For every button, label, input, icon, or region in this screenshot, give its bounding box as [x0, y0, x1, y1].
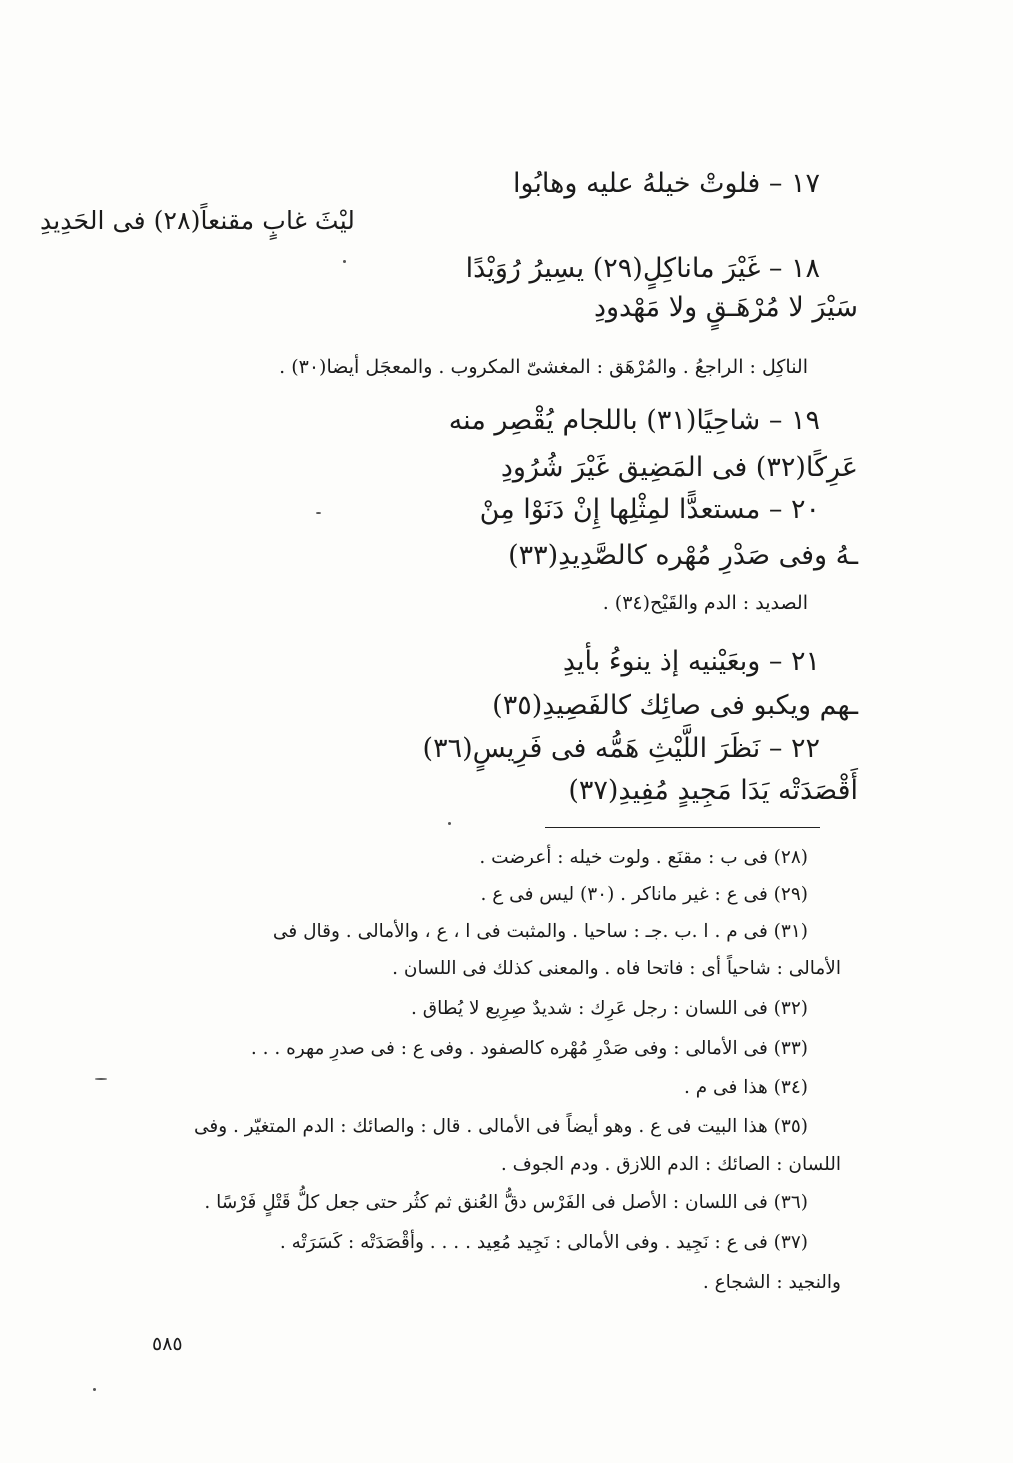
footnote-line: (٣٥) هذا البيت فى ع . وهو أيضاً فى الأمالى . قال : والصائك : الدم المتغيّر . وفى	[193, 1116, 808, 1137]
footnote-line: (٣١) فى م . ا .ب .جـ : ساحيا . والمثبت فى ا ، ع ، والأمالى . وقال فى	[272, 921, 808, 942]
scan-speck	[95, 1078, 107, 1080]
gloss-line: الصديد : الدم والقَيْح(٣٤) .	[602, 592, 808, 614]
footnote-line: (٣٢) فى اللسان : رجل عَرِك : شديدٌ صِرِيع لا يُطاق .	[411, 998, 808, 1019]
scan-speck	[316, 512, 321, 514]
footnote-line: (٣٧) فى ع : نَجِيد . وفى الأمالى : نَجِيد مُعِيد . . . . وأقْصَدَتْه : كَسَرَتْه .	[279, 1232, 808, 1253]
verse-18-first-hemistich: ١٨ – غَيْرَ ماناكِلٍ(٢٩) يسِيرُ رُوَيْدًا	[465, 253, 820, 284]
verse-17-first-hemistich: ١٧ – فلوتْ خيلهُ عليه وهابُوا	[512, 168, 820, 199]
verse-20-second-hemistich: ـهُ وفى صَدْرِ مُهْره كالصَّدِيدِ(٣٣)	[508, 540, 858, 571]
footnote-line: (٢٩) فى ع : غير ماناكر . (٣٠) ليس فى ع .	[480, 884, 808, 905]
verse-20-first-hemistich: ٢٠ – مستعدًّا لمِثْلِها إِنْ دَنَوْا مِنْ	[479, 494, 820, 525]
verse-22-second-hemistich: أَقْصَدَتْه يَدَا مَجِيدٍ مُفِيدِ(٣٧)	[568, 775, 858, 806]
verse-19-first-hemistich: ١٩ – شاحِيًا(٣١) باللجام يُقْصِر منه	[448, 405, 820, 436]
verse-19-second-hemistich: عَرِكًا(٣٢) فى المَضِيق غَيْرَ شُرُودِ	[500, 452, 858, 483]
verse-17-second-hemistich: ليْثَ غابٍ مقنعاً(٢٨) فى الحَدِيدِ	[40, 206, 355, 235]
page-number: ٥٨٥	[152, 1333, 183, 1355]
footnote-line: (٣٦) فى اللسان : الأصل فى الفَرْس دقُّ العُنق ثم كثُر حتى جعل كلُّ قَتْلٍ فَرْسًا .	[204, 1192, 808, 1213]
scan-speck	[93, 1388, 96, 1391]
footnote-line: الأمالى : شاحياً أى : فاتحا فاه . والمعنى كذلك فى اللسان .	[392, 958, 841, 979]
verse-21-second-hemistich: ـهم ويكبو فى صائِك كالفَصِيدِ(٣٥)	[492, 690, 858, 721]
verse-22-first-hemistich: ٢٢ – نَظَرَ اللَّيْثِ هَمُّه فى فَرِيسٍ(٣٦)	[422, 733, 820, 764]
footnote-line: اللسان : الصائك : الدم اللازق . ودم الجوف .	[500, 1154, 841, 1175]
scan-speck	[343, 260, 346, 263]
footnote-line: (٢٨) فى ب : مقنَع . ولوت خيله : أعرضت .	[479, 847, 808, 868]
footnote-separator	[545, 827, 820, 828]
verse-21-first-hemistich: ٢١ – وبعَيْنيه إذ ينوءُ بأيدِ	[562, 646, 820, 677]
verse-18-second-hemistich: سَيْرَ لا مُرْهَـقٍ ولا مَهْدودِ	[593, 292, 858, 323]
gloss-line: الناكِل : الراجعُ . والمُرْهَق : المغشىّ المكروب . والمعجَل أيضا(٣٠) .	[279, 356, 808, 378]
scan-speck	[448, 822, 451, 825]
footnote-line: (٣٣) فى الأمالى : وفى صَدْرِ مُهْره كالصفود . وفى ع : فى صدرِ مهره . . .	[250, 1038, 808, 1059]
footnote-line: والنجيد : الشجاع .	[702, 1272, 841, 1293]
footnote-line: (٣٤) هذا فى م .	[683, 1077, 808, 1098]
